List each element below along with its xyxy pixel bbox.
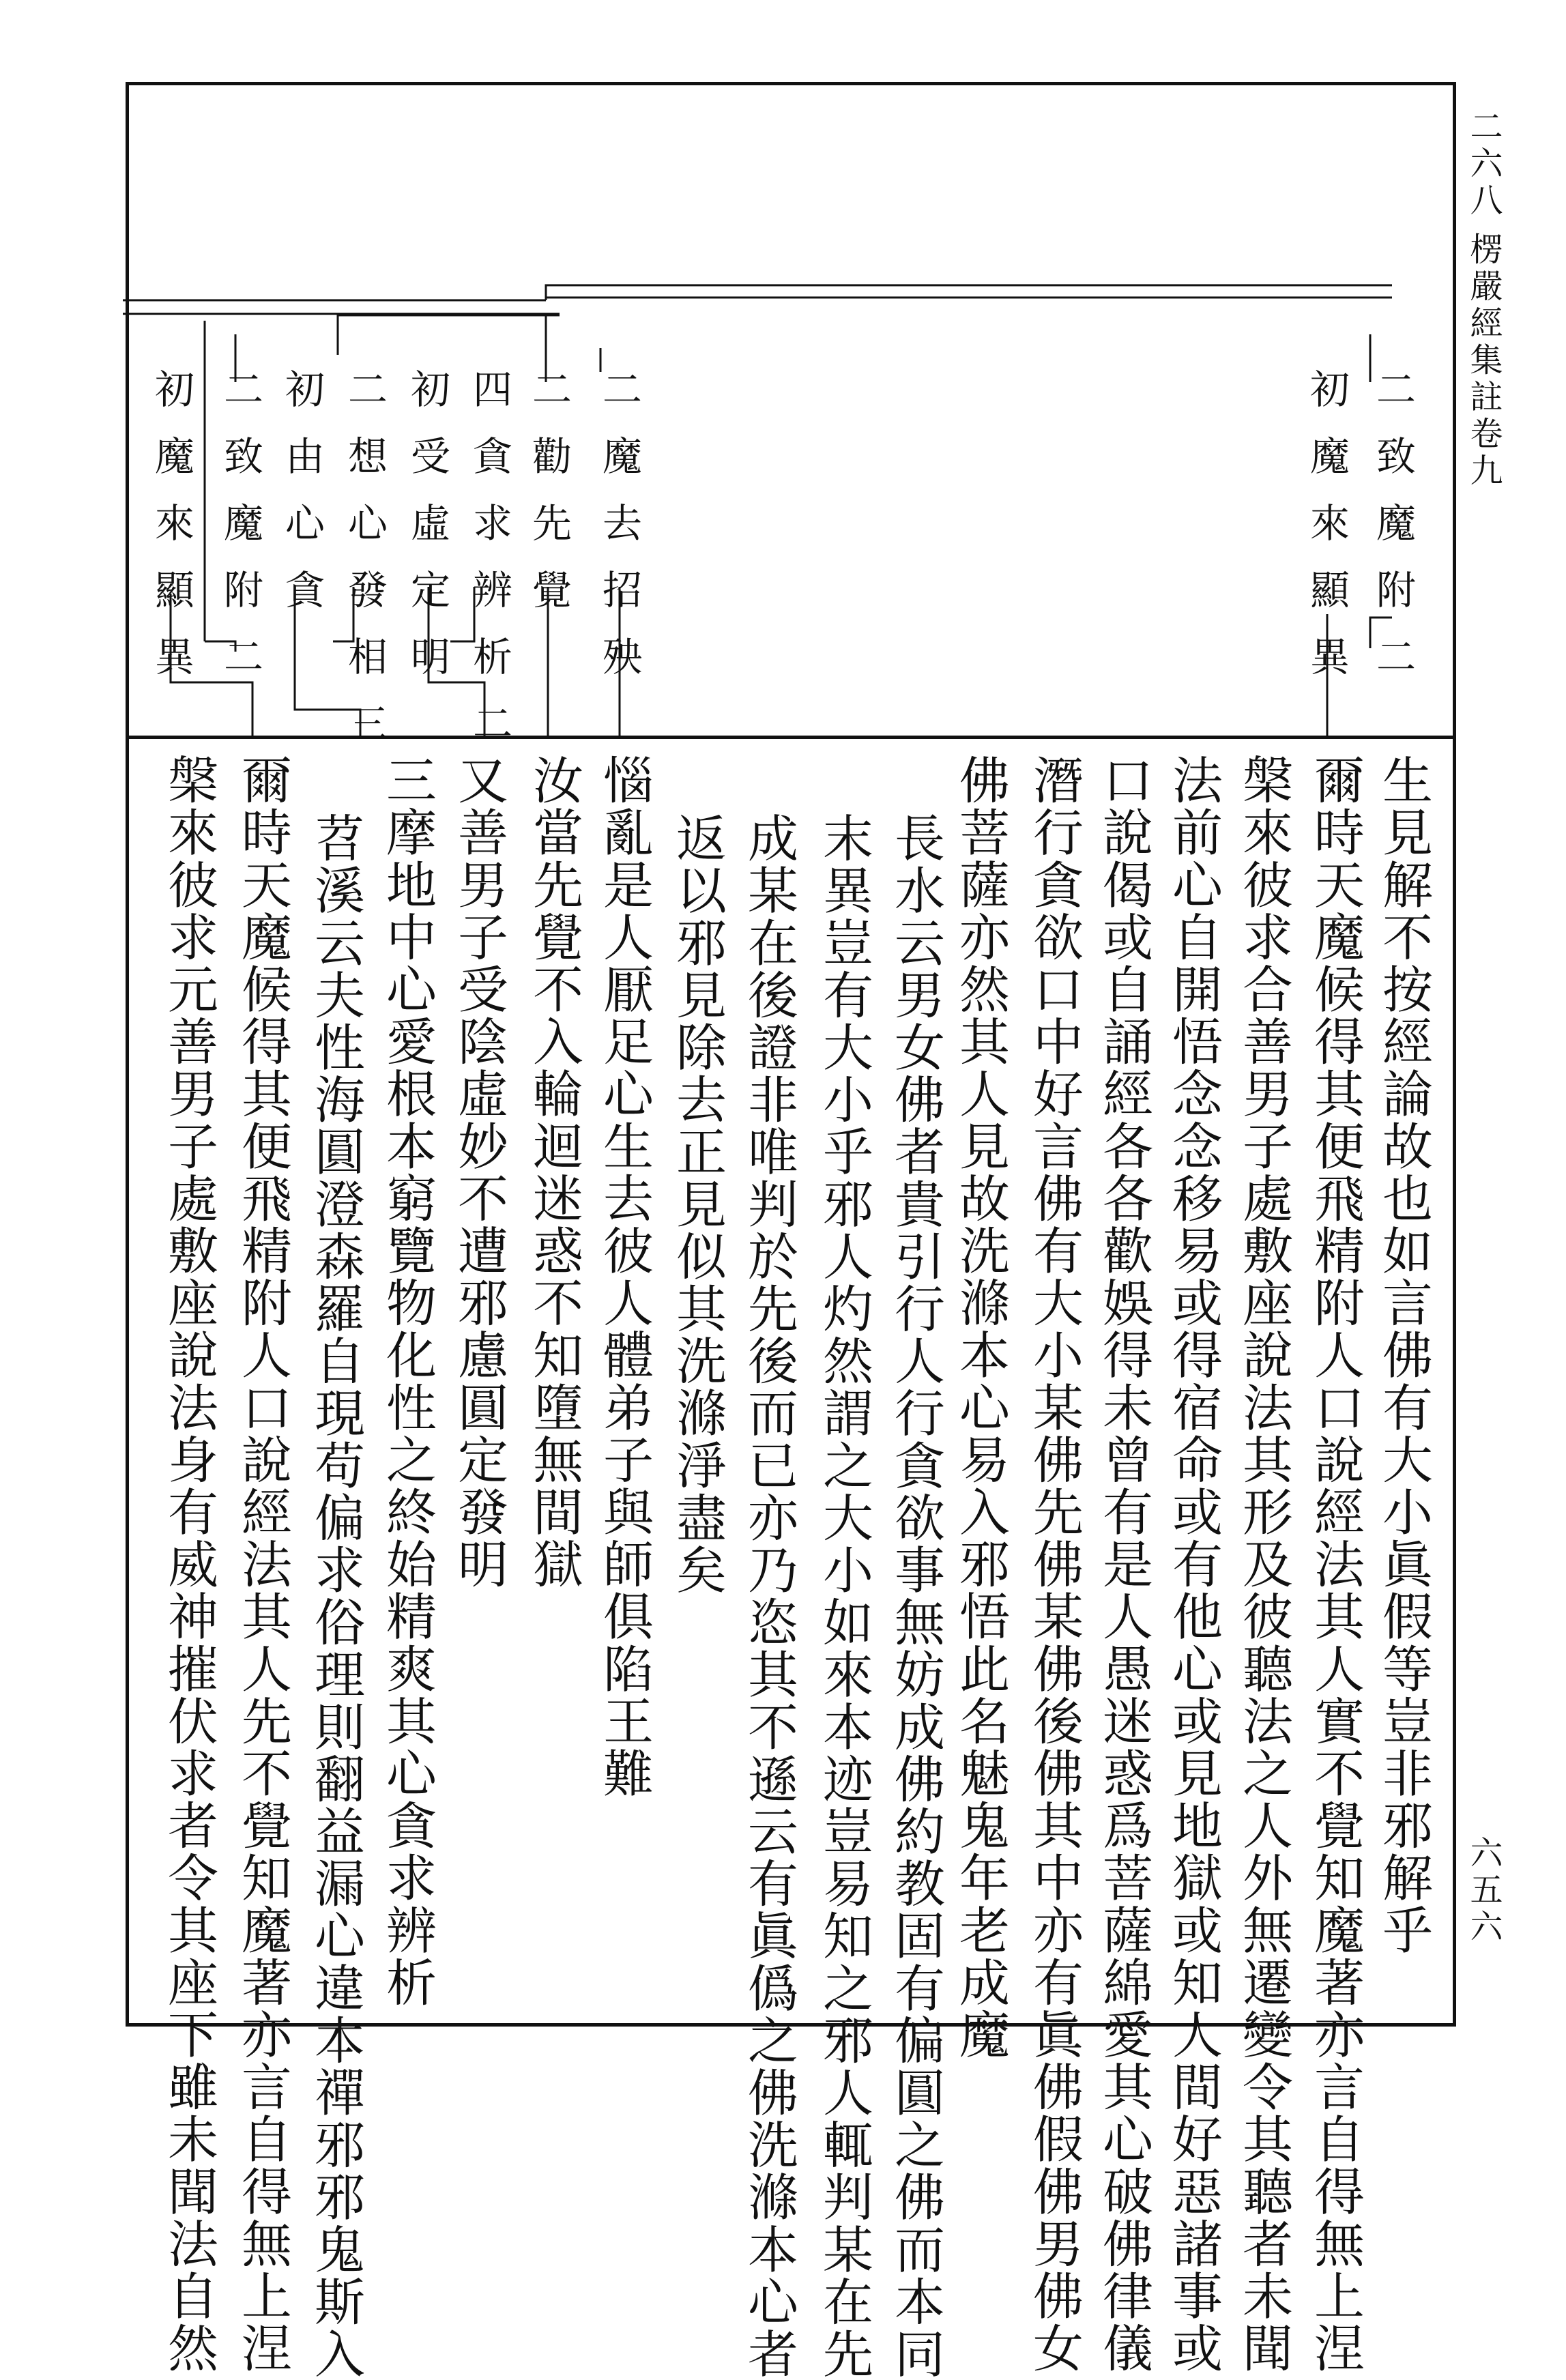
body-column-17: 爾時天魔候得其便飛精附人口說經法其人先不覺知魔著亦言自得無上涅 [233, 754, 292, 2375]
body-column-1: 生見解不按經論故也如言佛有大小眞假等豈非邪解乎 [1374, 754, 1433, 1956]
body-column-5: 口說偈或自誦經各各歡娛得未曾有是人愚迷惑爲菩薩綿愛其心破佛律儀 [1094, 754, 1153, 2375]
body-column-4: 法前心自開悟念念移易或得宿命或有他心或見地獄或知人間好惡諸事或 [1164, 754, 1223, 2375]
body-column-15: 三摩地中心愛根本窮覽物化性之終始精爽其心貪求辨析 [378, 754, 437, 2009]
outline-node-7: 二想心發相三 [341, 368, 388, 770]
outline-node-6: 初受虛定明 [404, 368, 450, 703]
body-column-16: 苕溪云夫性海圓澄森羅自現苟偏求俗理則翻益漏心違本禪邪邪鬼斯入 [306, 812, 365, 2380]
folio-number: 六五六 [1464, 1835, 1503, 1946]
body-column-2: 爾時天魔候得其便飛精附人口說經法其人實不覺知魔著亦言自得無上涅 [1306, 754, 1365, 2375]
page-number-top: 二六八 [1464, 109, 1503, 220]
outline-node-3: 二魔去招殃 [596, 368, 642, 703]
body-column-3: 槃來彼求合善男子處敷座說法其形及彼聽法之人外無遷變令其聽者未聞 [1234, 754, 1293, 2375]
body-column-18: 槃來彼求元善男子處敷座說法身有威神摧伏求者令其座下雖未聞法自然 [160, 754, 218, 2375]
body-column-12: 惱亂是人厭足心生去彼人體弟子與師俱陷王難 [595, 754, 654, 1799]
outline-node-1: 二致魔附二 [1369, 368, 1416, 703]
outline-node-9: 二致魔附二 [217, 368, 263, 703]
outline-node-10: 初魔來顯異 [148, 368, 194, 703]
outline-node-2: 初魔來顯異 [1303, 368, 1350, 703]
body-column-10: 成某在後證非唯判於先後而已亦乃恣其不遜云有眞僞之佛洗滌本心者 [740, 812, 798, 2380]
body-column-8: 長水云男女佛者貴引行人行貪欲事無妨成佛約教固有偏圓之佛而本同 [886, 812, 945, 2380]
body-column-13: 汝當先覺不入輪迴迷惑不知墮無間獄 [525, 754, 583, 1591]
body-column-7: 佛菩薩亦然其人見故洗滌本心易入邪悟此名魅鬼年老成魔 [951, 754, 1010, 2061]
body-column-11: 返以邪見除去正見似其洗滌淨盡矣 [668, 812, 727, 1596]
body-column-14: 又善男子受陰虛妙不遭邪慮圓定發明 [450, 754, 508, 1591]
outline-node-8: 初由心貪 [278, 368, 325, 636]
body-column-6: 潛行貪欲口中好言佛有大小某佛先佛某佛後佛其中亦有眞佛假佛男佛女 [1025, 754, 1084, 2375]
body-column-9: 末異豈有大小乎邪人灼然謂之大小如來本迹豈易知之邪人輒判某在先 [815, 812, 873, 2380]
outline-node-5: 四貪求辨析二 [466, 368, 512, 770]
outline-node-4: 二勸先覺 [525, 368, 572, 636]
book-title: 楞嚴經集註卷九 [1464, 232, 1503, 490]
